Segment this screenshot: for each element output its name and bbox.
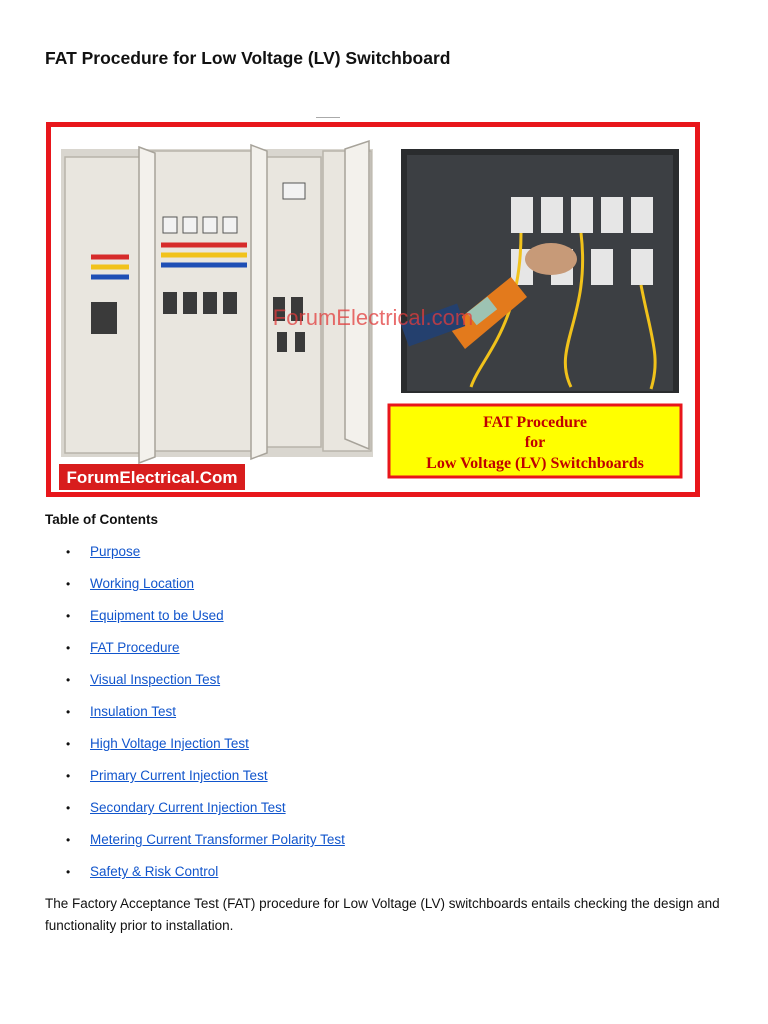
toc-link-working-location[interactable]: Working Location <box>90 576 195 591</box>
bullet: • <box>66 737 71 751</box>
bullet: • <box>66 801 71 815</box>
toc-link-visual-inspection[interactable]: Visual Inspection Test <box>90 672 221 687</box>
toc-link-ct-polarity[interactable]: Metering Current Transformer Polarity Test <box>90 832 345 847</box>
toc-link-primary-injection[interactable]: Primary Current Injection Test <box>90 768 268 783</box>
banner-line-3: Low Voltage (LV) Switchboards <box>426 455 644 472</box>
bullet: • <box>66 673 71 687</box>
toc-link-equipment[interactable]: Equipment to be Used <box>90 608 224 623</box>
hero-illustration <box>51 127 695 492</box>
watermark: ForumElectrical.com <box>272 305 474 330</box>
intro-paragraph: The Factory Acceptance Test (FAT) procedure for Low Voltage (LV) switchboards entails checking the design and functionality prior to installation. <box>45 896 720 933</box>
bullet: • <box>66 769 71 783</box>
toc-heading: Table of Contents <box>45 512 158 527</box>
bullet: • <box>66 833 71 847</box>
toc-link-hv-injection[interactable]: High Voltage Injection Test <box>90 736 249 751</box>
page-title: FAT Procedure for Low Voltage (LV) Switchboard <box>45 48 451 68</box>
toc-link-purpose[interactable]: Purpose <box>90 544 141 559</box>
bullet: • <box>66 545 71 559</box>
toc-link-secondary-injection[interactable]: Secondary Current Injection Test <box>90 800 286 815</box>
toc-link-fat-procedure[interactable]: FAT Procedure <box>90 640 180 655</box>
toc-link-safety[interactable]: Safety & Risk Control <box>90 864 219 879</box>
banner-line-2: for <box>524 434 546 451</box>
bullet: • <box>66 705 71 719</box>
divider <box>316 117 340 118</box>
banner-line-1: FAT Procedure <box>483 414 587 431</box>
toc-link-insulation-test[interactable]: Insulation Test <box>90 704 177 719</box>
bullet: • <box>66 577 71 591</box>
bullet: • <box>66 609 71 623</box>
hero-image <box>46 122 700 497</box>
bullet: • <box>66 641 71 655</box>
logo-text: ForumElectrical.Com <box>66 468 238 487</box>
bullet: • <box>66 865 71 879</box>
